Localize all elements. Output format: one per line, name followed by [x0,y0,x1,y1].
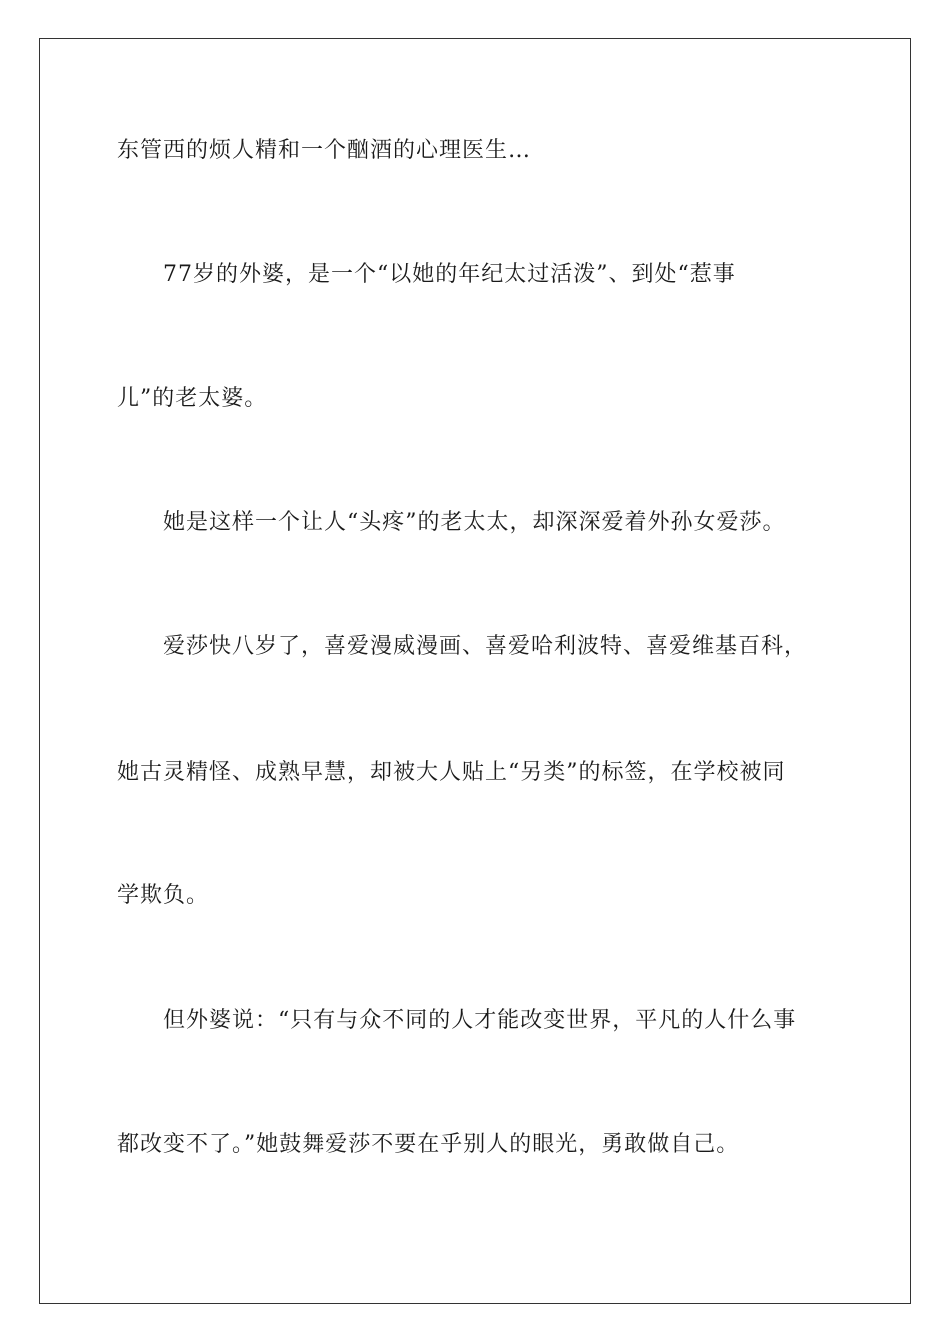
text-line-2: 77岁的外婆，是一个“以她的年纪太过活泼”、到处“惹事 [163,262,736,287]
text-line-4: 她是这样一个让人“头疼”的老太太，却深深爱着外孙女爱莎。 [163,510,786,535]
text-line-6: 她古灵精怪、成熟早慧，却被大人贴上“另类”的标签，在学校被同 [117,760,786,785]
text-line-9: 都改变不了。”她鼓舞爱莎不要在乎别人的眼光，勇敢做自己。 [117,1132,740,1157]
text-line-1: 东管西的烦人精和一个酗酒的心理医生… [117,138,532,163]
text-line-7: 学欺负。 [117,883,210,908]
text-line-3: 儿”的老太婆。 [117,386,268,411]
text-line-8: 但外婆说：“只有与众不同的人才能改变世界，平凡的人什么事 [163,1008,797,1033]
page-border [39,38,911,1304]
text-line-5: 爱莎快八岁了，喜爱漫威漫画、喜爱哈利波特、喜爱维基百科， [163,634,808,659]
